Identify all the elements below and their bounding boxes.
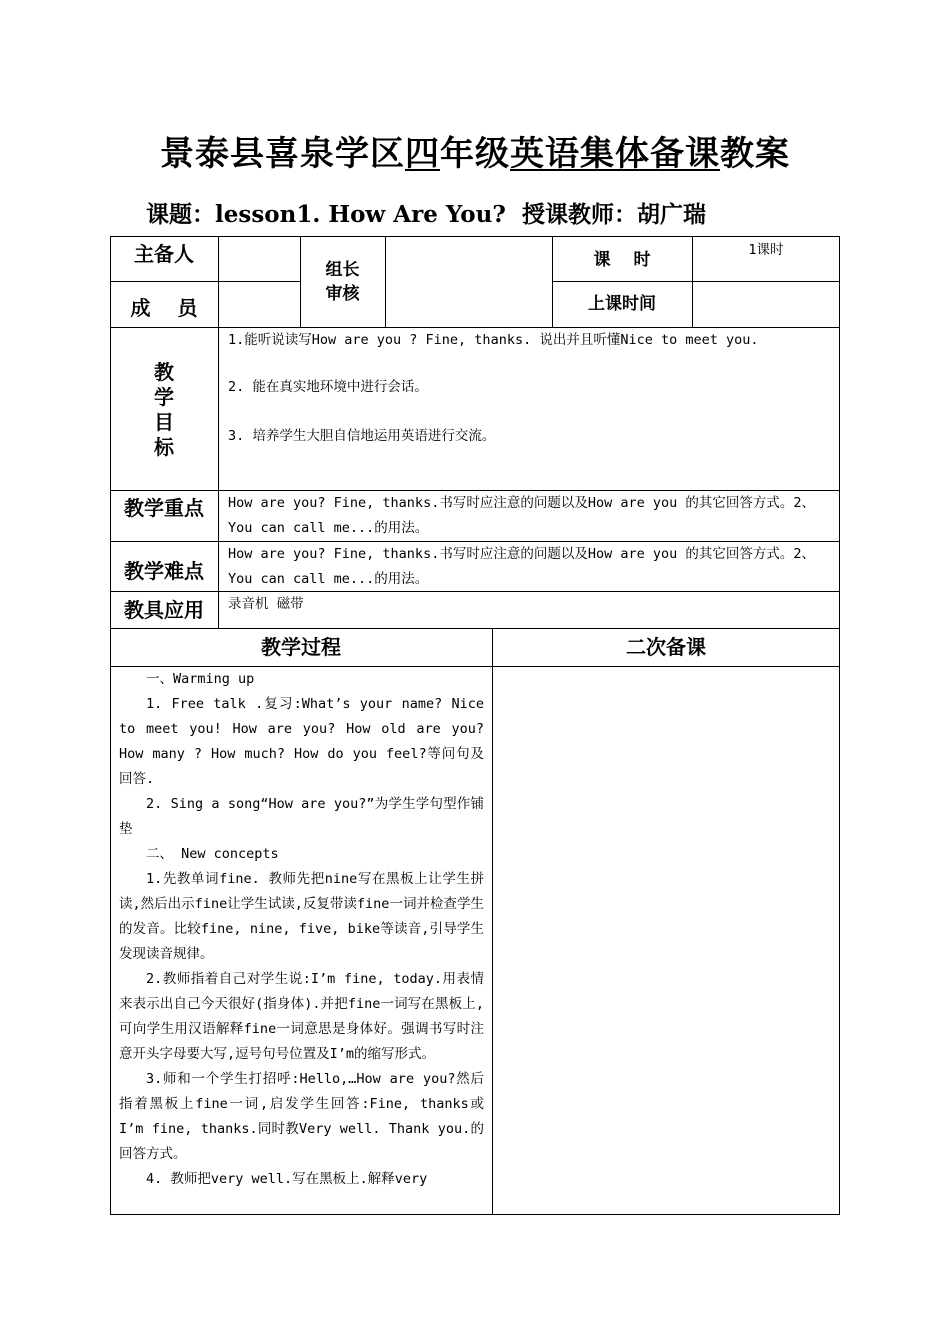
process-step: 一、Warming up: [146, 671, 255, 687]
process-content: [119, 667, 484, 1192]
process-step: 3.师和一个学生打招呼:Hello,…How are you?然后指着黑板上fine一词,启发学生回答:Fine, thanks或 I’m fine, thanks.同时教Very well. Thank you.的回答方式。: [119, 1071, 484, 1162]
key-points-label: 教学重点: [124, 496, 204, 520]
tools-label: 教具应用: [124, 598, 204, 622]
objectives-label: 教 学 目 标: [154, 360, 174, 459]
process-step: 1.先教单词fine. 教师先把nine写在黑板上让学生拼读,然后出示fine让学生试读,反复带读fine一词并检查学生的发音。比较fine, nine, five, bike等读音,引导学生发现读音规律。: [119, 871, 484, 962]
class-hours-value: 1课时: [748, 242, 784, 258]
process-step: 1. Free talk .复习:What’s your name? Nice to meet you! How are you? How old are you? How many ? How much? How do you feel?等问句及回答.: [119, 696, 484, 787]
objective-3: 3. 培养学生大胆自信地运用英语进行交流。: [228, 428, 496, 444]
key-points-content: How are you? Fine, thanks.书写时应注意的问题以及How are you 的其它回答方式。2、You can call me...的用法。: [228, 495, 815, 536]
process-step: 4. 教师把very well.写在黑板上.解释very: [146, 1171, 428, 1187]
lesson-topic: 课题：lesson1. How Are You?: [146, 201, 506, 228]
process-label: 教学过程: [261, 635, 341, 659]
tools-content: 录音机 磁带: [228, 596, 304, 612]
difficulties-content: How are you? Fine, thanks.书写时应注意的问题以及How are you 的其它回答方式。2、You can call me...的用法。: [228, 546, 815, 587]
document-title: 景泰县喜泉学区四年级英语集体备课教案: [160, 134, 790, 174]
class-time-label: 上课时间: [588, 294, 656, 314]
team-leader-review-label: 组长 审核: [325, 260, 360, 304]
process-step: 2.教师指着自己对学生说:I’m fine, today.用表情来表示出自己今天很好(指身体).并把fine一词写在黑板上,可向学生用汉语解释fine一词意思是身体好。强调书写时注意开头字母要大写,逗号句号位置及I’m的缩写形式。: [119, 971, 484, 1062]
process-step: 2. Sing a song“How are you?”为学生学句型作铺垫: [119, 796, 484, 837]
objective-2: 2. 能在真实地环境中进行会话。: [228, 379, 428, 395]
class-hours-label: 课 时: [593, 250, 651, 270]
objectives-content: [228, 328, 828, 449]
objective-1: 1.能听说读写How are you ? Fine, thanks. 说出并且听懂Nice to meet you.: [228, 332, 759, 348]
preparer-label: 主备人: [134, 242, 194, 266]
second-prep-area: [493, 667, 839, 1214]
process-step: 二、 New concepts: [146, 846, 279, 862]
members-label: 成 员: [130, 296, 198, 320]
second-prep-label: 二次备课: [626, 635, 706, 659]
difficulties-label: 教学难点: [124, 559, 204, 583]
lesson-teacher: 授课教师：胡广瑞: [522, 201, 706, 228]
